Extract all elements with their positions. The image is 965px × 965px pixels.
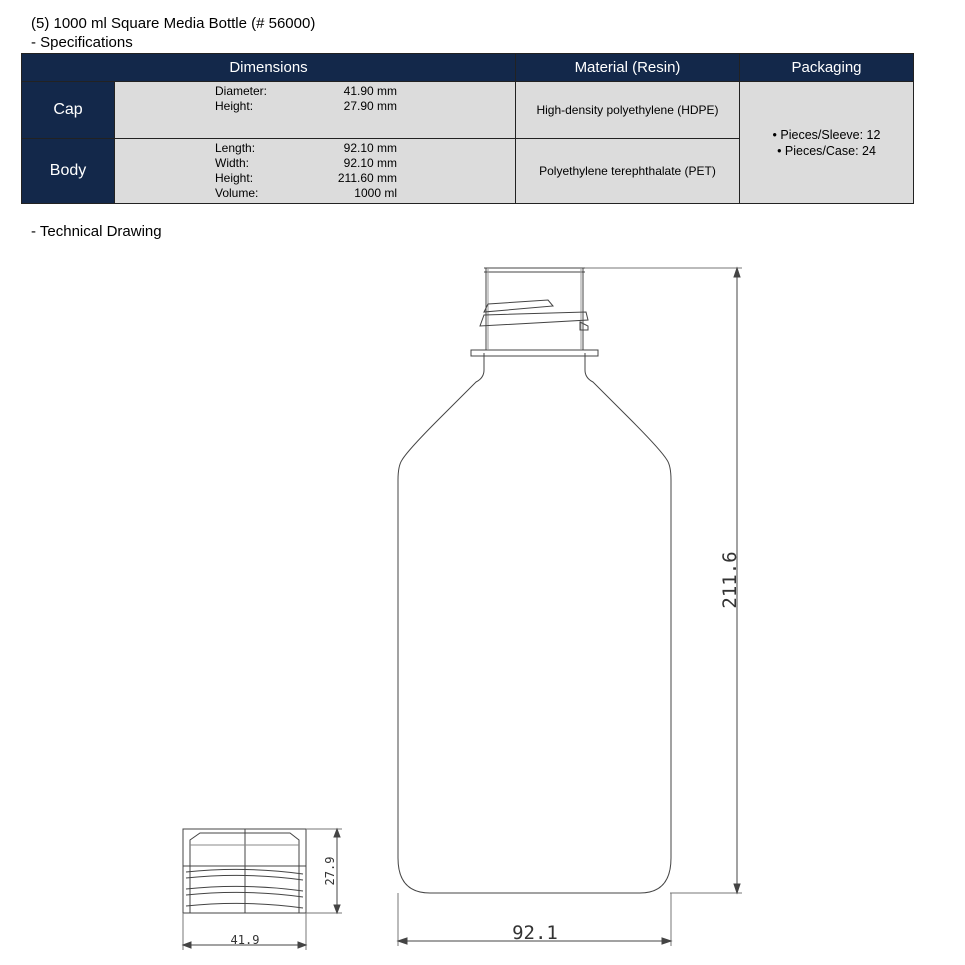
body-length-name: Length: — [215, 141, 256, 155]
cap-height-label: 27.9 — [323, 856, 337, 886]
pieces-per-case: • Pieces/Case: 24 — [777, 143, 876, 158]
cap-diameter-label: 41.9 — [230, 933, 260, 947]
header-packaging: Packaging — [740, 54, 914, 82]
cap-diameter-value: 41.90 mm — [343, 84, 397, 98]
pieces-per-sleeve: • Pieces/Sleeve: 12 — [772, 127, 881, 142]
cap-height-value: 27.90 mm — [343, 99, 397, 113]
cap-row-label: Cap — [22, 82, 115, 139]
body-volume-name: Volume: — [215, 186, 259, 200]
bottle-outline — [398, 353, 671, 893]
cap-material: High-density polyethylene (HDPE) — [516, 82, 740, 139]
bottle-neck-ring — [471, 350, 598, 356]
body-height-value: 211.60 mm — [337, 171, 397, 185]
body-volume-value: 1000 ml — [354, 186, 397, 200]
cap-height-name: Height: — [215, 99, 254, 113]
bottle-neck — [486, 268, 583, 350]
cap-diameter-name: Diameter: — [215, 84, 268, 98]
header-dimensions: Dimensions — [22, 54, 516, 82]
bottle-thread — [480, 312, 588, 326]
bottle-width-label: 92.1 — [512, 922, 558, 944]
body-width-name: Width: — [215, 156, 250, 170]
body-height-name: Height: — [215, 171, 254, 185]
bottle-thread — [484, 300, 553, 312]
specifications-label: - Specifications — [31, 34, 133, 51]
body-row-label: Body — [22, 139, 115, 204]
body-material: Polyethylene terephthalate (PET) — [516, 139, 740, 204]
body-width-value: 92.10 mm — [343, 156, 397, 170]
bottle-height-label: 211.6 — [719, 551, 741, 609]
technical-drawing-label: - Technical Drawing — [31, 223, 162, 240]
body-length-value: 92.10 mm — [343, 141, 397, 155]
header-material: Material (Resin) — [516, 54, 740, 82]
document-title: (5) 1000 ml Square Media Bottle (# 56000) — [31, 15, 316, 32]
